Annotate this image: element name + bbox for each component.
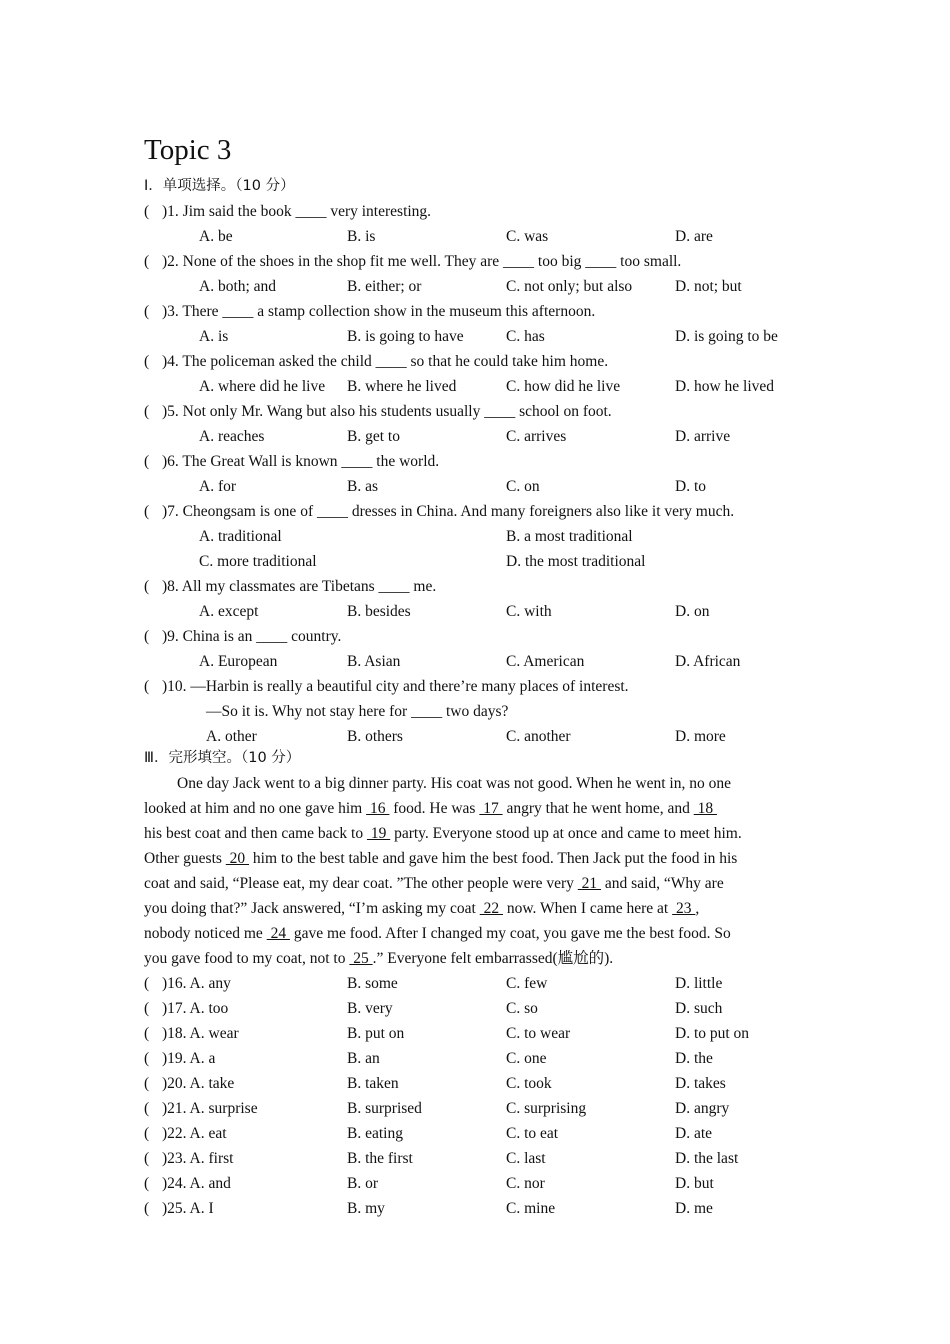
option-c: C. how did he live bbox=[506, 378, 621, 395]
passage-line: you doing that?” Jack answered, “I’m asking my coat 22 now. When I came here at 23 , bbox=[144, 900, 700, 917]
option-c: C. more traditional bbox=[199, 553, 317, 570]
option-d: D. African bbox=[675, 653, 741, 670]
cloze-question-20 bbox=[144, 1071, 234, 1096]
question-6-stem bbox=[144, 449, 439, 474]
question-7-stem bbox=[144, 499, 734, 524]
passage-line: you gave food to my coat, not to 25 .” Everyone felt embarrassed(尴尬的). bbox=[144, 950, 614, 967]
option-a: A. be bbox=[199, 228, 233, 245]
answer-bracket[interactable]: ( bbox=[144, 353, 150, 370]
option-b: B. besides bbox=[347, 603, 411, 620]
answer-bracket[interactable]: ( bbox=[144, 975, 150, 992]
option-d: D. the most traditional bbox=[506, 553, 646, 570]
option-b: B. eating bbox=[347, 1125, 403, 1142]
answer-bracket[interactable]: ( bbox=[144, 1000, 150, 1017]
question-text: )10. —Harbin is really a beautiful city and there’re many places of interest. bbox=[162, 678, 629, 695]
question-text: )6. The Great Wall is known ____ the world. bbox=[162, 453, 440, 470]
option-b: B. as bbox=[347, 478, 378, 495]
option-b: B. or bbox=[347, 1175, 378, 1192]
option-c: C. mine bbox=[506, 1200, 556, 1217]
question-8-stem bbox=[144, 574, 436, 599]
question-text: )16. A. any bbox=[162, 975, 231, 992]
option-b: B. Asian bbox=[347, 653, 401, 670]
option-c: C. so bbox=[506, 1000, 538, 1017]
question-9-stem bbox=[144, 624, 341, 649]
option-a: A. reaches bbox=[199, 428, 265, 445]
blank-19: 19 bbox=[366, 825, 391, 842]
option-d: D. such bbox=[675, 1000, 723, 1017]
option-c: C. took bbox=[506, 1075, 552, 1092]
page-title: Topic 3 bbox=[144, 134, 232, 166]
option-b: B. some bbox=[347, 975, 398, 992]
option-b: B. where he lived bbox=[347, 378, 457, 395]
answer-bracket[interactable]: ( bbox=[144, 453, 150, 470]
cloze-question-23 bbox=[144, 1146, 233, 1171]
passage-line: coat and said, “Please eat, my dear coat. ”The other people were very 21 and said, “Why are bbox=[144, 875, 724, 892]
option-a: A. for bbox=[199, 478, 237, 495]
question-4-stem bbox=[144, 349, 608, 374]
blank-18: 18 bbox=[693, 800, 717, 817]
question-1-stem bbox=[144, 199, 431, 224]
option-b: B. a most traditional bbox=[506, 528, 633, 545]
question-text: )9. China is an ____ country. bbox=[162, 628, 342, 645]
cloze-question-24 bbox=[144, 1171, 231, 1196]
option-c: C. one bbox=[506, 1050, 547, 1067]
option-d: D. more bbox=[675, 728, 726, 745]
passage-line: One day Jack went to a big dinner party. His coat was not good. When he went in, no one bbox=[177, 775, 731, 792]
passage-line: nobody noticed me 24 gave me food. After I changed my coat, you gave me the best food. So bbox=[144, 925, 731, 942]
option-c: C. with bbox=[506, 603, 552, 620]
option-b: B. put on bbox=[347, 1025, 405, 1042]
option-c: C. arrives bbox=[506, 428, 567, 445]
cloze-passage bbox=[144, 771, 806, 971]
option-b: B. get to bbox=[347, 428, 400, 445]
question-text: )17. A. too bbox=[162, 1000, 229, 1017]
blank-25: 25 bbox=[349, 950, 373, 967]
option-c: C. to wear bbox=[506, 1025, 571, 1042]
option-c: C. nor bbox=[506, 1175, 545, 1192]
section-1-heading: Ⅰ．单项选择。（10 分） bbox=[144, 178, 295, 194]
cloze-question-16 bbox=[144, 971, 231, 996]
answer-bracket[interactable]: ( bbox=[144, 628, 150, 645]
section-3-heading: Ⅲ．完形填空。（10 分） bbox=[144, 750, 301, 766]
question-2-stem bbox=[144, 249, 681, 274]
cloze-question-19 bbox=[144, 1046, 215, 1071]
option-d: D. on bbox=[675, 603, 710, 620]
question-text: )20. A. take bbox=[162, 1075, 235, 1092]
option-c: C. American bbox=[506, 653, 585, 670]
question-text: )5. Not only Mr. Wang but also his students usually ____ school on foot. bbox=[162, 403, 612, 420]
question-text: )21. A. surprise bbox=[162, 1100, 258, 1117]
option-b: B. surprised bbox=[347, 1100, 422, 1117]
blank-17: 17 bbox=[479, 800, 503, 817]
option-c: C. few bbox=[506, 975, 548, 992]
option-d: D. angry bbox=[675, 1100, 730, 1117]
answer-bracket[interactable]: ( bbox=[144, 503, 150, 520]
option-c: C. to eat bbox=[506, 1125, 559, 1142]
option-d: D. me bbox=[675, 1200, 713, 1217]
cloze-question-17 bbox=[144, 996, 228, 1021]
option-d: D. but bbox=[675, 1175, 714, 1192]
answer-bracket[interactable]: ( bbox=[144, 1175, 150, 1192]
question-text: )4. The policeman asked the child ____ so that he could take him home. bbox=[162, 353, 609, 370]
option-b: B. my bbox=[347, 1200, 385, 1217]
answer-bracket[interactable]: ( bbox=[144, 1100, 150, 1117]
answer-bracket[interactable]: ( bbox=[144, 403, 150, 420]
answer-bracket[interactable]: ( bbox=[144, 1075, 150, 1092]
option-b: B. taken bbox=[347, 1075, 399, 1092]
answer-bracket[interactable]: ( bbox=[144, 1125, 150, 1142]
option-d: D. is going to be bbox=[675, 328, 778, 345]
question-text: )23. A. first bbox=[162, 1150, 234, 1167]
cloze-question-22 bbox=[144, 1121, 227, 1146]
question-text: )18. A. wear bbox=[162, 1025, 239, 1042]
option-b: B. either; or bbox=[347, 278, 422, 295]
option-b: B. an bbox=[347, 1050, 380, 1067]
question-text: )7. Cheongsam is one of ____ dresses in China. And many foreigners also like it very much. bbox=[162, 503, 735, 520]
passage-line: Other guests 20 him to the best table and gave him the best food. Then Jack put the food in his bbox=[144, 850, 738, 867]
option-d: D. the bbox=[675, 1050, 713, 1067]
question-text: )24. A. and bbox=[162, 1175, 231, 1192]
cloze-question-21 bbox=[144, 1096, 258, 1121]
blank-24: 24 bbox=[266, 925, 290, 942]
option-c: C. last bbox=[506, 1150, 546, 1167]
question-5-stem bbox=[144, 399, 612, 424]
option-b: B. very bbox=[347, 1000, 393, 1017]
option-c: C. was bbox=[506, 228, 549, 245]
option-a: A. both; and bbox=[199, 278, 277, 295]
passage-line: looked at him and no one gave him 16 food. He was 17 angry that he went home, and 18 bbox=[144, 800, 717, 817]
option-b: B. the first bbox=[347, 1150, 413, 1167]
option-c: C. not only; but also bbox=[506, 278, 633, 295]
option-a: A. traditional bbox=[199, 528, 282, 545]
option-a: A. other bbox=[206, 728, 257, 745]
answer-bracket[interactable]: ( bbox=[144, 578, 150, 595]
question-text: )19. A. a bbox=[162, 1050, 216, 1067]
option-a: A. is bbox=[199, 328, 229, 345]
question-10-stem bbox=[144, 674, 629, 699]
blank-16: 16 bbox=[366, 800, 390, 817]
question-text: )1. Jim said the book ____ very interesting. bbox=[162, 203, 432, 220]
answer-bracket[interactable]: ( bbox=[144, 1200, 150, 1217]
answer-bracket[interactable]: ( bbox=[144, 1050, 150, 1067]
question-text: )25. A. I bbox=[162, 1200, 214, 1217]
option-a: A. where did he live bbox=[199, 378, 326, 395]
option-d: D. arrive bbox=[675, 428, 731, 445]
option-c: C. another bbox=[506, 728, 571, 745]
blank-20: 20 bbox=[225, 850, 250, 867]
answer-bracket[interactable]: ( bbox=[144, 253, 150, 270]
option-a: A. European bbox=[199, 653, 278, 670]
option-b: B. others bbox=[347, 728, 403, 745]
question-3-stem bbox=[144, 299, 595, 324]
option-d: D. takes bbox=[675, 1075, 726, 1092]
question-text: )3. There ____ a stamp collection show in the museum this afternoon. bbox=[162, 303, 596, 320]
blank-21: 21 bbox=[577, 875, 602, 892]
option-c: C. on bbox=[506, 478, 540, 495]
blank-22: 22 bbox=[479, 900, 503, 917]
option-d: D. to put on bbox=[675, 1025, 750, 1042]
question-text: )22. A. eat bbox=[162, 1125, 227, 1142]
option-d: D. little bbox=[675, 975, 723, 992]
option-a: A. except bbox=[199, 603, 259, 620]
option-c: C. surprising bbox=[506, 1100, 587, 1117]
cloze-question-18 bbox=[144, 1021, 239, 1046]
answer-bracket[interactable]: ( bbox=[144, 203, 150, 220]
option-d: D. are bbox=[675, 228, 713, 245]
blank-23: 23 bbox=[672, 900, 696, 917]
cloze-question-25 bbox=[144, 1196, 214, 1221]
answer-bracket[interactable]: ( bbox=[144, 1025, 150, 1042]
passage-line: his best coat and then came back to 19 party. Everyone stood up at once and came to meet him. bbox=[144, 825, 742, 842]
answer-bracket[interactable]: ( bbox=[144, 678, 150, 695]
option-d: D. the last bbox=[675, 1150, 739, 1167]
option-d: D. not; but bbox=[675, 278, 742, 295]
answer-bracket[interactable]: ( bbox=[144, 303, 150, 320]
option-b: B. is going to have bbox=[347, 328, 464, 345]
question-text: )8. All my classmates are Tibetans ____ me. bbox=[162, 578, 437, 595]
option-b: B. is bbox=[347, 228, 376, 245]
answer-bracket[interactable]: ( bbox=[144, 1150, 150, 1167]
question-text: )2. None of the shoes in the shop fit me well. They are ____ too big ____ too small. bbox=[162, 253, 682, 270]
question-10-reply: —So it is. Why not stay here for ____ two days? bbox=[206, 703, 509, 720]
option-d: D. ate bbox=[675, 1125, 713, 1142]
option-d: D. how he lived bbox=[675, 378, 775, 395]
option-c: C. has bbox=[506, 328, 545, 345]
option-d: D. to bbox=[675, 478, 706, 495]
